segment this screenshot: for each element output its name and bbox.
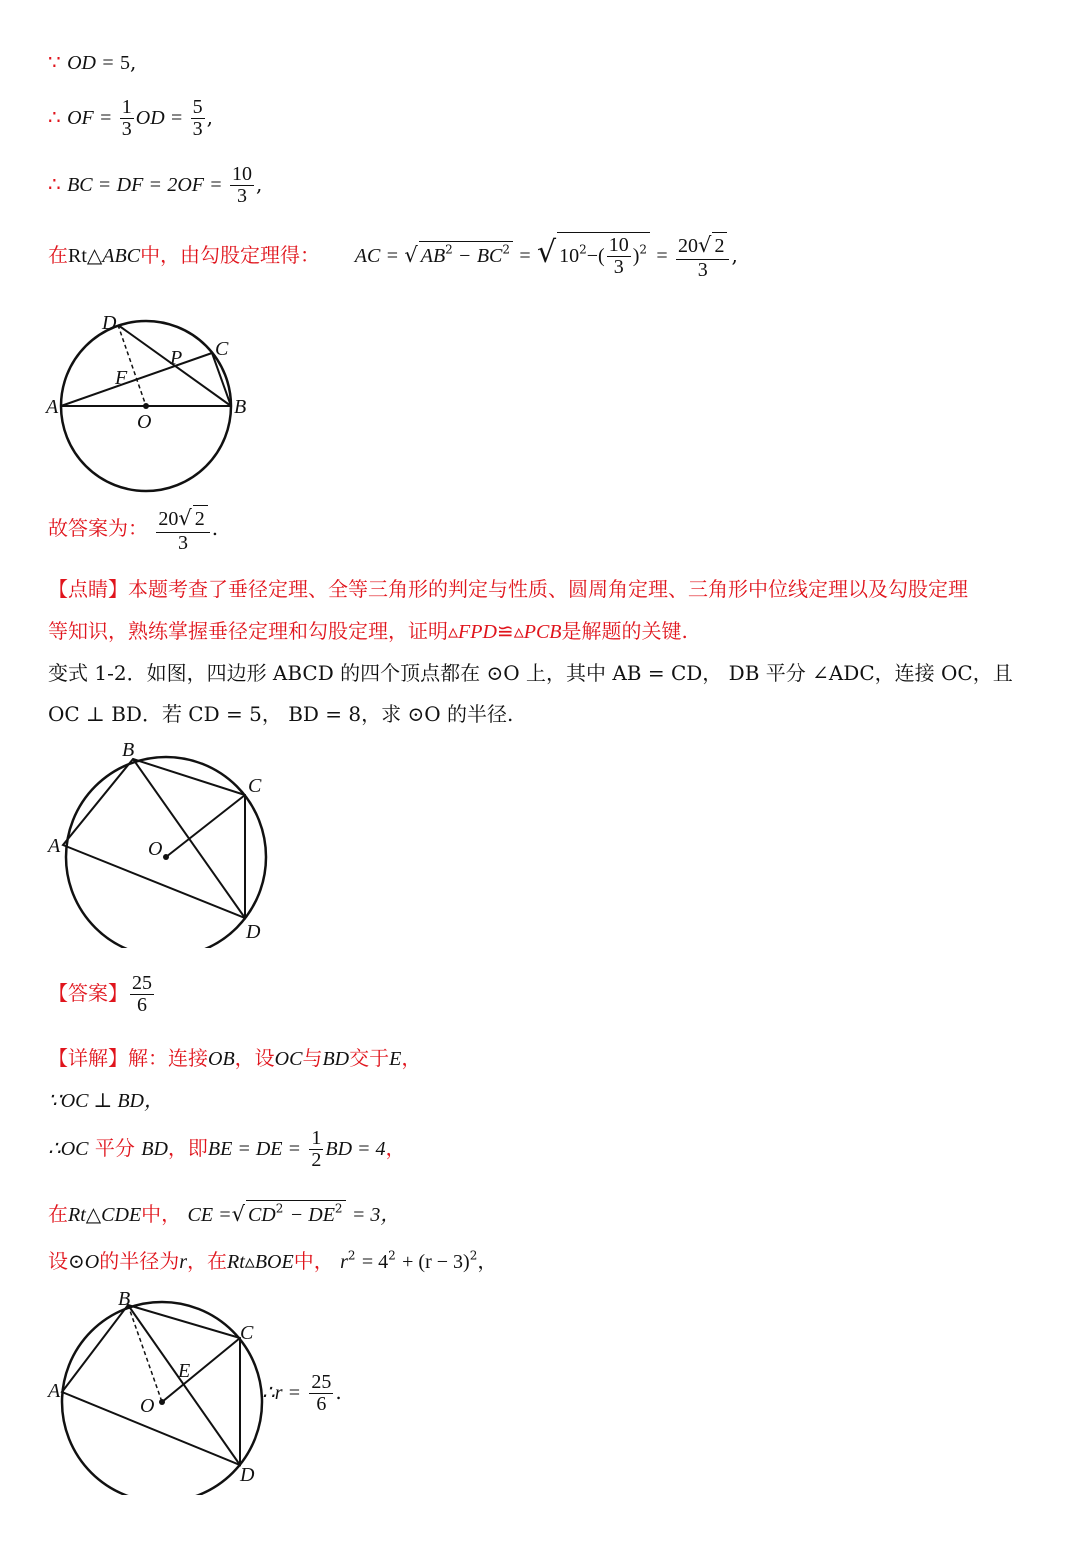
- segment-do-dashed: [118, 325, 146, 406]
- fraction-20-root2-over-3-answer: $\frac{20√ 2}{3}$: [156, 505, 209, 554]
- center-point-o: [163, 854, 169, 860]
- segment-ob-dashed: [128, 1305, 162, 1402]
- circle-o: [66, 757, 266, 948]
- step-radius-equation: 设⊙O的半径为r，在Rt▵BOE中， $r^2 = 4^2 + (r - 3)^2$，: [48, 1248, 498, 1273]
- label-d: D: [240, 1464, 255, 1486]
- center-point-o: [159, 1399, 165, 1405]
- label-o: O: [137, 411, 152, 433]
- problem-line-1: 变式 1-2．如图，四边形 ABCD 的四个顶点都在 ⊙O 上，其中 AB = CD， DB 平分 ∠ADC，连接 OC，且: [48, 661, 1013, 685]
- bc-line: ∴ BC = DF = 2OF = $\frac{10}{3}$ ,: [48, 163, 263, 207]
- circle-o: [62, 1302, 262, 1495]
- problem-line-2: OC ⊥ BD．若 CD = 5， BD = 8，求 ⊙O 的半径.: [48, 702, 514, 726]
- label-d: D: [102, 312, 117, 334]
- label-c: C: [240, 1322, 254, 1344]
- figure-quadrilateral-abcd: [40, 738, 280, 948]
- answer-line-2: 【答案】 $\frac{25}{6}$: [48, 972, 152, 1016]
- label-c: C: [215, 338, 229, 360]
- label-b: B: [122, 739, 135, 761]
- final-r-value: ∴r = $\frac{25}{6}$ .: [262, 1371, 342, 1415]
- label-o: O: [148, 838, 163, 860]
- of-line: ∴ OF = $\frac{1}{3}$ OD = $\frac{5}{3}$ ,: [48, 96, 214, 140]
- figure-circle-abc-pdf: [40, 305, 270, 505]
- label-b: B: [118, 1288, 131, 1310]
- detail-line: 【详解】解：连接OB，设OC与BD交于E，: [48, 1046, 422, 1070]
- because-symbol: ∵: [48, 50, 61, 74]
- step-oc-perp-bd: ∵OC ⊥ BD，: [48, 1090, 164, 1112]
- label-b: B: [234, 396, 247, 418]
- fraction-one-third: $\frac{1}{3}$: [121, 96, 132, 140]
- quadrilateral-abcd: [62, 1305, 240, 1465]
- step-oc-bisects-bd: ∴OC 平分 BD，即BE = DE = $\frac{1}{2}$ BD = 4，: [48, 1127, 406, 1171]
- segment-oc: [166, 795, 245, 857]
- tip-line-1: 【点睛】本题考查了垂径定理、全等三角形的判定与性质、圆周角定理、三角形中位线定理以及勾股定理: [48, 577, 968, 601]
- label-p: P: [170, 347, 183, 369]
- fraction-five-thirds: $\frac{5}{3}$: [192, 96, 203, 140]
- because-od-line: ∵ OD = 5,: [48, 50, 137, 74]
- fraction-ten-thirds: $\frac{10}{3}$: [232, 163, 252, 207]
- label-o: O: [140, 1395, 155, 1417]
- label-e: E: [178, 1360, 191, 1382]
- pythagoras-ac-line: 在Rt△ABC中，由勾股定理得： AC = √ $AB^2 - BC^2$ = √ $10^2-$( $\frac{10}{3}$ )$^2$ = $\frac{20√ 2}{3}$ ,: [48, 233, 738, 281]
- label-c: C: [248, 775, 262, 797]
- step-ce: 在Rt△CDE中， CE =√ $CD^2 - DE^2 = 3$，: [48, 1201, 401, 1226]
- fraction-20-root2-over-3: $\frac{20√ 2}{3}$: [676, 232, 729, 281]
- answer-line-1: 故答案为： $\frac{20√ 2}{3}$ .: [48, 506, 219, 554]
- label-d: D: [246, 921, 261, 943]
- label-a: A: [48, 1380, 61, 1402]
- fraction-25-over-6: $\frac{25}{6}$: [132, 972, 152, 1016]
- tip-line-2: 等知识，熟练掌握垂径定理和勾股定理，证明▵FPD≌▵PCB是解题的关键.: [48, 619, 688, 643]
- label-a: A: [46, 396, 59, 418]
- fraction-one-half: $\frac{1}{2}$: [311, 1127, 322, 1171]
- figure-quadrilateral-with-e: [40, 1285, 280, 1495]
- label-f: F: [115, 367, 128, 389]
- label-a: A: [48, 835, 61, 857]
- center-point-o: [143, 403, 149, 409]
- fraction-25-over-6-final: $\frac{25}{6}$: [311, 1371, 332, 1415]
